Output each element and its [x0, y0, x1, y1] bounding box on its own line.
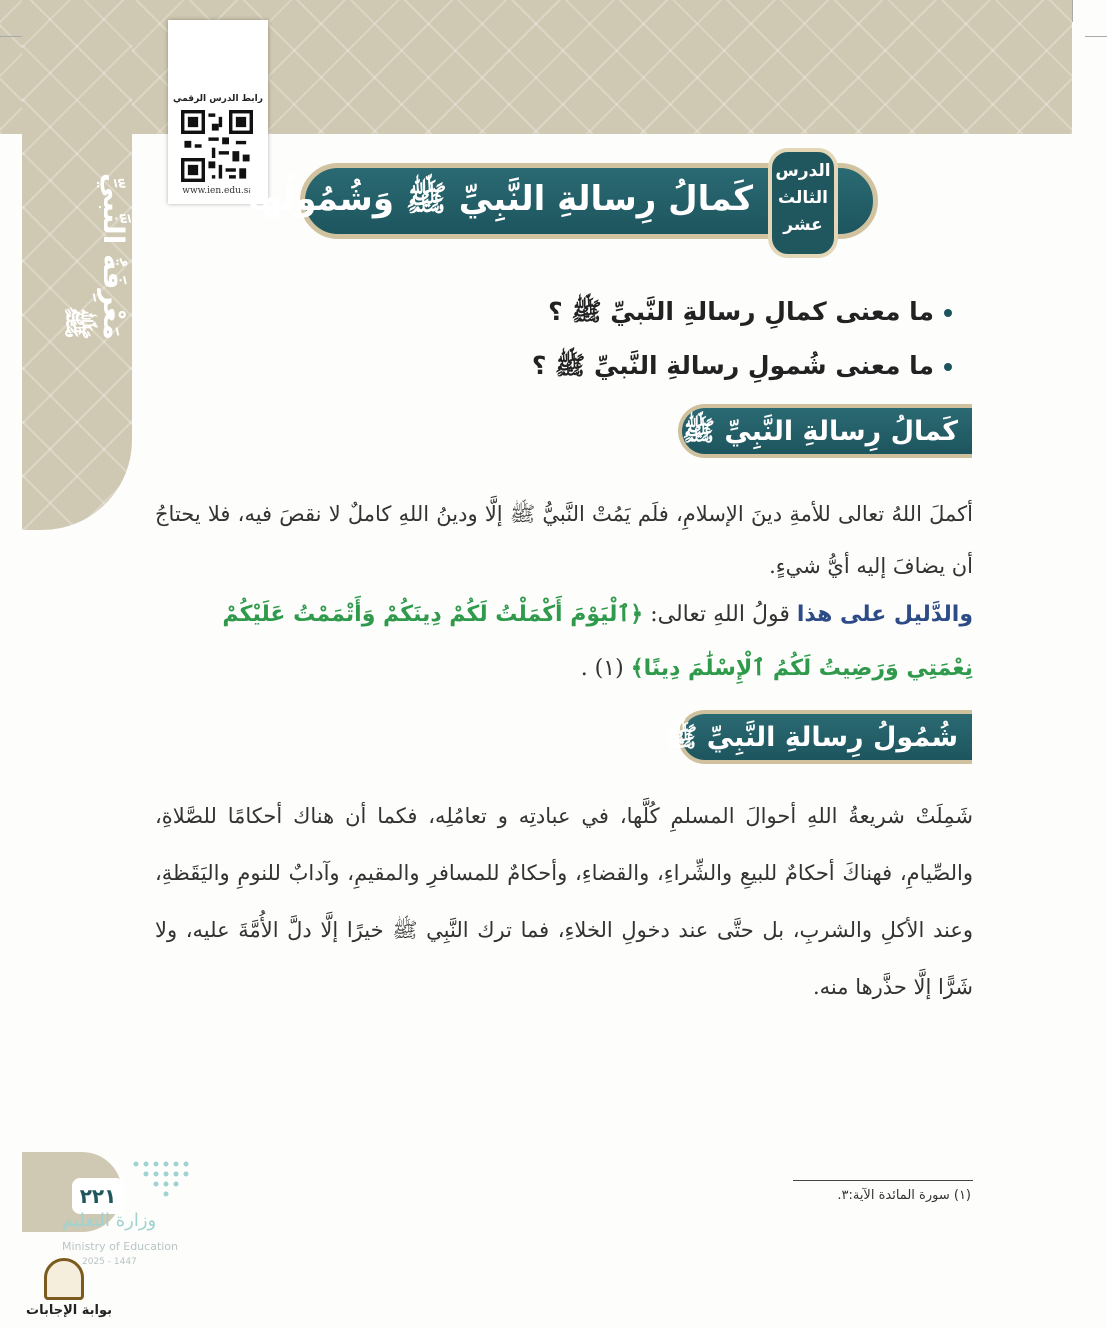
qr-label: رابط الدرس الرقمي [173, 94, 263, 104]
question-2 [532, 350, 952, 387]
footnote-reference: (١) . [580, 656, 624, 681]
evidence-intro: قولُ اللهِ تعالى: [650, 602, 790, 627]
site-logo-text[interactable]: بوابة الإجابات [26, 1303, 112, 1318]
ministry-years: 2025 - 1447 [82, 1257, 137, 1267]
lesson-title: كَمالُ رِسالةِ النَّبِيِّ ﷺ وَشُمُولُها [247, 179, 753, 219]
section-1-evidence [155, 588, 973, 696]
question-1 [548, 296, 952, 333]
section-2-paragraph: شَمِلَتْ شريعةُ اللهِ أحوالَ المسلمِ كُلَّها، في عبادتِه و تعامُلِه، فكما أن هناك أحكامًا للصَّلاةِ، والصِّيامِ، فهناكَ أحكامٌ للبيعِ والشِّراءِ، والقضاءِ، وأحكامٌ للمسافرِ والمقيمِ، وآدابٌ للنومِ واليَقَظةِ، وعند الأكلِ والشربِ، بل حتَّى عند دخولِ الخلاءِ، فما ترك النَّبِي ﷺ خيرًا إلَّا دلَّ الأُمَّةَ عليه، ولا شَرًّا إلَّا حذَّرها منه. [155, 804, 973, 999]
lesson-number-badge [768, 148, 838, 258]
site-logo-icon[interactable] [44, 1258, 84, 1300]
quran-verse: ﴿ٱلْيَوْمَ أَكْمَلْتُ لَكُمْ دِينَكُمْ وَأَتْمَمْتُ عَلَيْكُمْ نِعْمَتِي وَرَضِيتُ لَكُمُ ٱلْإِسْلَٰمَ دِينًا﴾ [222, 602, 973, 681]
crop-mark [0, 36, 22, 37]
section-1-header [678, 404, 972, 458]
evidence-label: والدَّليل على هذا [796, 602, 973, 627]
bullet-icon [944, 363, 952, 371]
section-1-title: كَمالُ رِسالةِ النَّبِيِّ ﷺ [682, 416, 958, 447]
qr-card[interactable] [168, 20, 268, 204]
qr-code-icon[interactable] [181, 110, 253, 182]
badge-line-1: الدرس [775, 161, 831, 181]
footnote: (١) سورة المائدة الآية:٣. [837, 1188, 971, 1203]
crop-mark [1085, 36, 1107, 37]
badge-line-2: الثالث [778, 188, 828, 208]
bullet-icon [944, 309, 952, 317]
ministry-name-arabic: وزارة التعليم [62, 1210, 157, 1231]
footnote-divider [793, 1180, 973, 1181]
crop-mark [1072, 0, 1073, 22]
section-2-title: شُمُولُ رِسالةِ النَّبِيِّ ﷺ [664, 722, 958, 753]
side-unit-title: مَعْرِفَةُ النَّبيِّ ﷺ [61, 173, 130, 340]
ministry-name-english: Ministry of Education [62, 1240, 179, 1253]
page-number: ٢٢١ [72, 1178, 124, 1214]
section-1-paragraph: أكملَ اللهُ تعالى للأمةِ دينَ الإسلامِ، فلَم يَمُتْ النَّبيُّ ﷺ إلَّا ودينُ اللهِ كاملٌ لا نقصَ فيه، فلا يحتاجُ أن يضافَ إليه أيُّ شيءٍ. [155, 502, 973, 578]
ministry-logo-icon [130, 1158, 200, 1198]
section-2-header [664, 710, 972, 764]
question-text: ما معنى شُمولِ رسالةِ النَّبيِّ ﷺ ؟ [531, 351, 934, 380]
qr-url[interactable]: www.ien.edu.sa [182, 186, 254, 196]
question-text: ما معنى كمالِ رسالةِ النَّبيِّ ﷺ ؟ [548, 297, 934, 326]
badge-line-3: عشر [783, 215, 823, 235]
header-pattern-band [0, 0, 1072, 134]
